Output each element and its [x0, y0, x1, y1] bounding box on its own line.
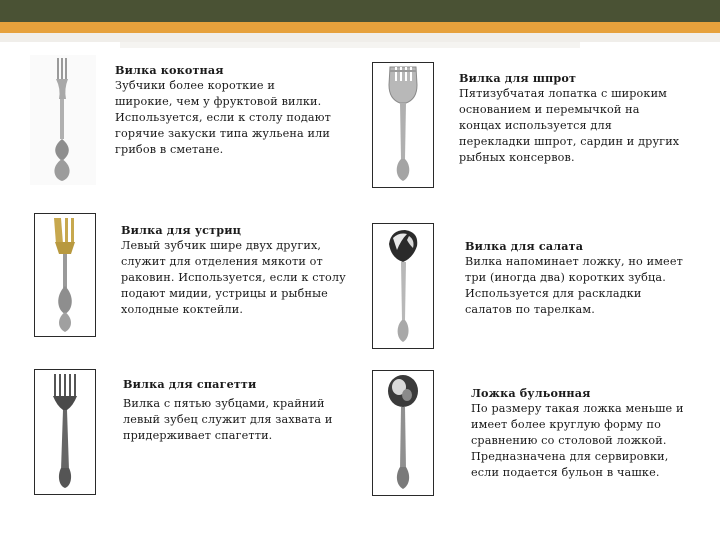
item-description: Зубчики более короткие и широкие, чем у фруктовой вилки. Используется, если к столу подают горячие закуски типа жульена или грибов в сметане.: [115, 79, 331, 156]
item-block-6: [471, 385, 684, 481]
item-title: Вилка для шпрот: [459, 71, 577, 85]
item-title: Ложка бульонная: [471, 386, 591, 400]
item-description: Пятизубчатая лопатка с широким основанием и перемычкой на концах используется для перекладки шпрот, сардин и других рыбных консервов.: [459, 87, 680, 164]
header-bar-gray: [0, 33, 720, 42]
item-description: Вилка напоминает ложку, но имеет три (иногда два) коротких зубца. Используется для раскладки салатов по тарелкам.: [465, 255, 683, 316]
item-description: По размеру такая ложка меньше и имеет более круглую форму по сравнению со столовой ложкой. Предназначена для сервировки, если подается бульон в чашке.: [471, 402, 684, 479]
oyster-fork-icon: [34, 213, 96, 337]
cocotte-fork-icon: [30, 55, 96, 185]
header-bar-dark: [0, 0, 720, 22]
item-description: Вилка с пятью зубцами, крайний левый зубец служит для захвата и придерживает спагетти.: [123, 397, 333, 442]
item-title: Вилка кокотная: [115, 63, 224, 77]
item-block-1: [115, 62, 331, 158]
item-title: Вилка для устриц: [121, 223, 242, 237]
salad-fork-icon: [372, 223, 434, 349]
item-description: Левый зубчик шире двух других, служит для отделения мякоти от раковин. Используется, если к столу подают мидии, устрицы и рыбные холодные коктейли.: [121, 239, 346, 316]
item-block-4: [465, 238, 683, 318]
sprat-fork-icon: [372, 62, 434, 188]
item-title: Вилка для спагетти: [123, 377, 257, 391]
header-bar-accent: [0, 22, 720, 33]
item-block-2: [459, 70, 679, 166]
bouillon-spoon-icon: [372, 370, 434, 496]
item-block-5: [123, 376, 333, 444]
item-block-3: [121, 222, 346, 318]
item-title: Вилка для салата: [465, 239, 584, 253]
header-bar-light: [120, 42, 580, 48]
spaghetti-fork-icon: [34, 369, 96, 495]
